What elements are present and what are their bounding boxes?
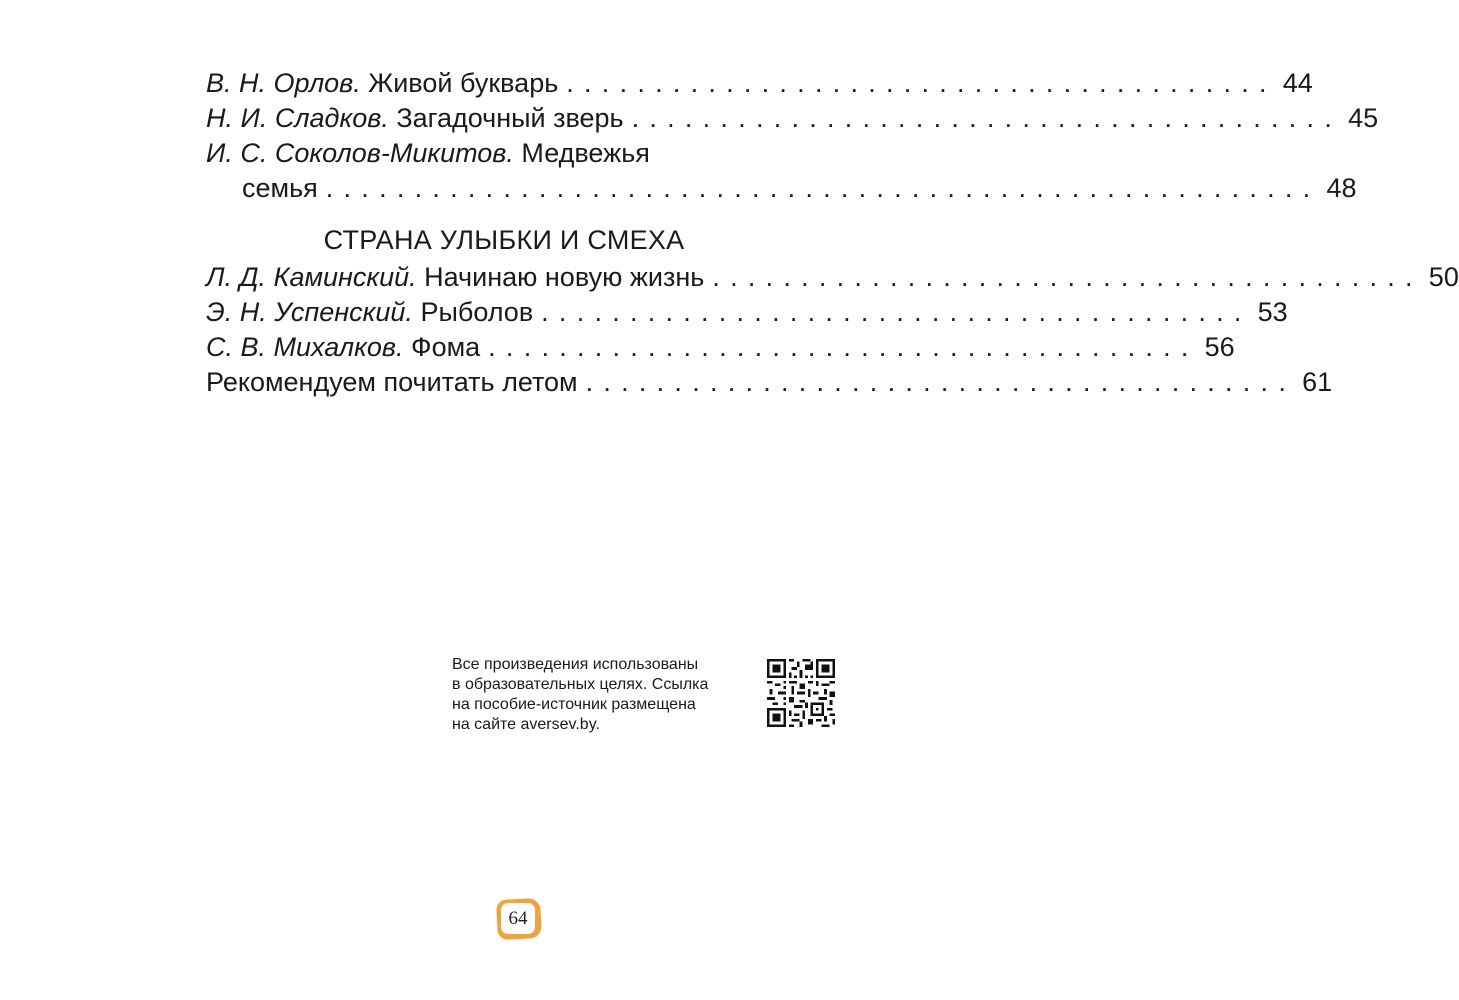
toc-title: Живой букварь	[368, 68, 559, 98]
usage-note-line: на пособие-источник размещена	[452, 696, 696, 713]
table-of-contents	[206, 66, 1459, 400]
toc-page-number: 45	[1348, 103, 1379, 133]
toc-entry-orlov[interactable]	[206, 66, 1313, 101]
toc-entry-text	[206, 101, 624, 136]
toc-entry-kaminsky[interactable]	[206, 260, 1459, 295]
toc-leader-dots: ........................................	[631, 103, 1343, 133]
toc-author: Л. Д. Каминский.	[206, 262, 417, 292]
toc-author: И. С. Соколов-Микитов.	[206, 138, 514, 168]
toc-entry-text	[206, 330, 480, 365]
toc-author: В. Н. Орлов.	[206, 68, 361, 98]
toc-entry-text	[206, 295, 533, 330]
toc-page-number: 50	[1428, 262, 1459, 292]
toc-leader-dots: ........................................	[585, 367, 1297, 397]
toc-entry-text	[206, 260, 704, 295]
toc-title: Начинаю новую жизнь	[424, 262, 705, 292]
toc-title: Рыболов	[420, 297, 534, 327]
toc-author: С. В. Михалков.	[206, 332, 404, 362]
toc-page-number: 53	[1257, 297, 1288, 327]
usage-note-line: на сайте aversev.by.	[452, 716, 600, 733]
toc-page-number: 44	[1282, 68, 1313, 98]
toc-entry-sokolov-line2[interactable]	[206, 171, 1357, 206]
toc-leader-dots: ........................................	[712, 262, 1423, 292]
toc-entry-mikhalkov[interactable]	[206, 330, 1235, 365]
usage-note-line: в образовательных целях. Ссылка	[452, 676, 709, 693]
page-number-badge	[497, 899, 541, 939]
toc-page-number: 56	[1204, 332, 1235, 362]
toc-entry-sokolov-line1[interactable]	[206, 136, 836, 171]
toc-page-number: 48	[1326, 173, 1357, 203]
page-number: 64	[501, 903, 535, 934]
toc-title-continued: семья	[242, 173, 318, 203]
toc-title: Фома	[411, 332, 481, 362]
section-title: СТРАНА УЛЫБКИ И СМЕХА	[323, 225, 685, 255]
toc-title: Медвежья	[521, 138, 650, 168]
toc-author: Э. Н. Успенский.	[206, 297, 413, 327]
toc-leader-dots: ........................................	[566, 68, 1277, 98]
toc-entry-text	[206, 66, 558, 101]
toc-leader-dots: ........................................	[488, 332, 1199, 362]
toc-title: Загадочный зверь	[396, 103, 624, 133]
toc-author: Н. И. Сладков.	[206, 103, 389, 133]
toc-title: Рекомендуем почитать летом	[206, 367, 578, 397]
usage-note-line: Все произведения использованы	[452, 656, 699, 673]
usage-note	[452, 655, 742, 735]
toc-entry-sladkov[interactable]	[206, 101, 1379, 136]
toc-entry-recommended[interactable]	[206, 365, 1333, 400]
toc-page-number: 61	[1302, 367, 1333, 397]
toc-leader-dots: ........................................................	[325, 173, 1321, 203]
toc-leader-dots: ........................................	[541, 297, 1252, 327]
qr-code-icon[interactable]	[767, 659, 835, 727]
toc-entry-uspensky[interactable]	[206, 295, 1288, 330]
